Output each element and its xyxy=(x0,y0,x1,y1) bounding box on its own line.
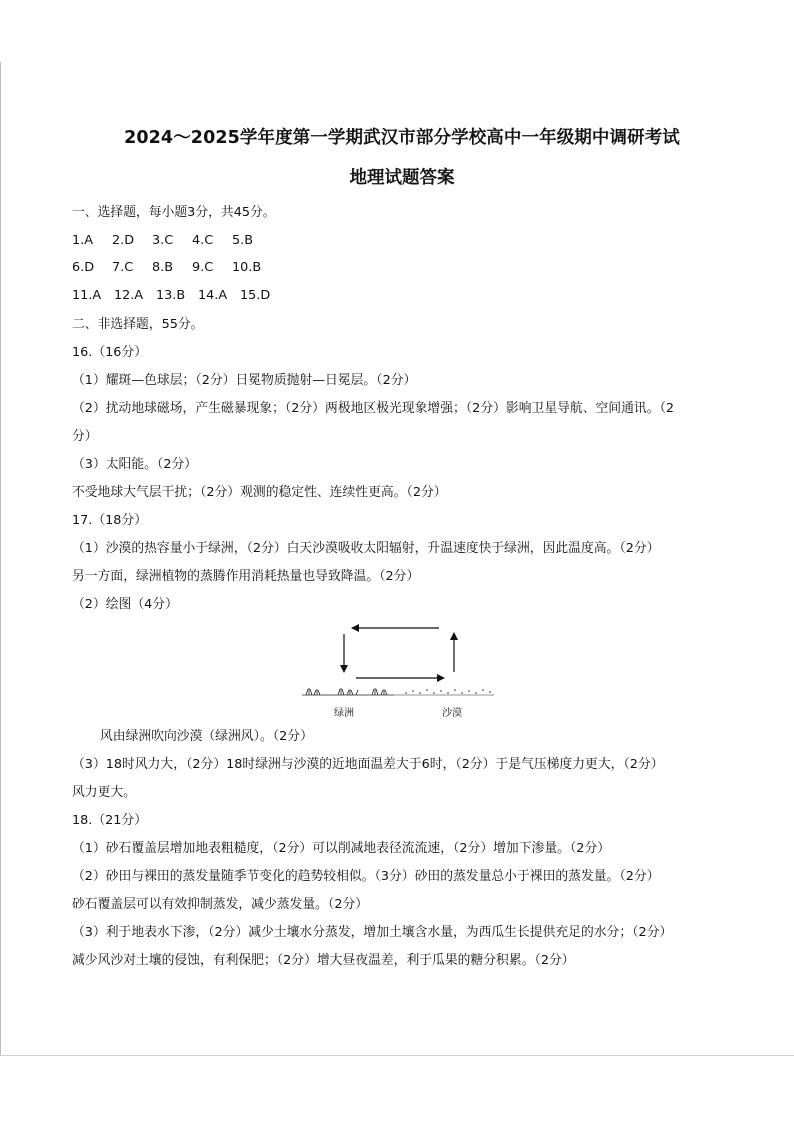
page-left-border xyxy=(0,62,1,1055)
answer-item: 7.C xyxy=(112,260,134,275)
section1-heading: 一、选择题，每小题3分，共45分。 xyxy=(72,205,276,220)
circulation-arrows xyxy=(294,620,524,705)
answer-item: 3.C xyxy=(152,233,174,248)
exam-title: 2024～2025学年度第一学期武汉市部分学校高中一年级期中调研考试 xyxy=(124,128,680,148)
page-bottom-border xyxy=(0,1055,794,1056)
q17-line: 另一方面，绿洲植物的蒸腾作用消耗热量也导致降温。（2分） xyxy=(72,569,420,584)
section2-heading: 二、非选择题，55分。 xyxy=(72,317,204,332)
q17-line: （1）沙漠的热容量小于绿洲，（2分）白天沙漠吸收太阳辐射，升温速度快于绿洲，因此温度高。（2分） xyxy=(72,541,660,556)
answer-row-3 xyxy=(72,286,282,306)
desert-sand xyxy=(394,689,494,695)
q18-line: （3）利于地表水下渗，（2分）减少土壤水分蒸发，增加土壤含水量，为西瓜生长提供充足的水分；（2分） xyxy=(72,925,673,940)
answer-item: 2.D xyxy=(112,233,135,248)
answer-item: 1.A xyxy=(72,233,93,248)
answer-item: 4.C xyxy=(192,233,214,248)
answer-item: 6.D xyxy=(72,260,95,275)
answer-item: 5.B xyxy=(232,233,253,248)
q18-line: （1）砂石覆盖层增加地表粗糙度，（2分）可以削减地表径流流速，（2分）增加下渗量。（2分） xyxy=(72,841,611,856)
q16-heading: 16.（16分） xyxy=(72,345,148,360)
answer-item: 10.B xyxy=(232,260,262,275)
q18-line: （2）砂田与裸田的蒸发量随季节变化的趋势较相似。（3分）砂田的蒸发量总小于裸田的蒸发量。（2分） xyxy=(72,869,660,884)
answer-row-1 xyxy=(72,231,272,251)
answer-item: 12.A xyxy=(114,288,144,303)
desert-label: 沙漠 xyxy=(442,708,462,719)
answer-item: 14.A xyxy=(198,288,228,303)
q16-line: （1）耀斑—色球层；（2分）日冕物质抛射—日冕层。（2分） xyxy=(72,373,417,388)
q16-line: 不受地球大气层干扰；（2分）观测的稳定性、连续性更高。（2分） xyxy=(72,485,447,500)
q17-line: （3）18时风力大，（2分）18时绿洲与沙漠的近地面温差大于6时，（2分）于是气压梯度力更大，（2分） xyxy=(72,757,664,772)
q17-line: 风力更大。 xyxy=(72,785,136,800)
q18-line: 砂石覆盖层可以有效抑制蒸发，减少蒸发量。（2分） xyxy=(72,897,369,912)
q17-line: （2）绘图（4分） xyxy=(72,597,178,612)
q16-line: （2）扰动地球磁场，产生磁暴现象；（2分）两极地区极光现象增强；（2分）影响卫星导航、空间通讯。（2 xyxy=(72,401,675,416)
answer-row-2 xyxy=(72,258,276,278)
answer-item: 13.B xyxy=(156,288,186,303)
q16-line: （3）太阳能。（2分） xyxy=(72,457,198,472)
oasis-grass xyxy=(302,688,394,695)
answer-item: 11.A xyxy=(72,288,102,303)
circulation-diagram xyxy=(294,620,524,725)
oasis-label: 绿洲 xyxy=(334,708,354,719)
answer-item: 15.D xyxy=(240,288,271,303)
exam-subtitle: 地理试题答案 xyxy=(349,168,455,188)
answer-item: 9.C xyxy=(192,260,214,275)
q18-heading: 18.（21分） xyxy=(72,813,148,828)
q16-line: 分） xyxy=(72,429,98,444)
q18-line: 减少风沙对土壤的侵蚀，有利保肥；（2分）增大昼夜温差，利于瓜果的糖分积累。（2分） xyxy=(72,953,575,968)
q17-heading: 17.（18分） xyxy=(72,513,148,528)
q17-line: 风由绿洲吹向沙漠（绿洲风）。（2分） xyxy=(100,729,313,744)
answer-item: 8.B xyxy=(152,260,173,275)
